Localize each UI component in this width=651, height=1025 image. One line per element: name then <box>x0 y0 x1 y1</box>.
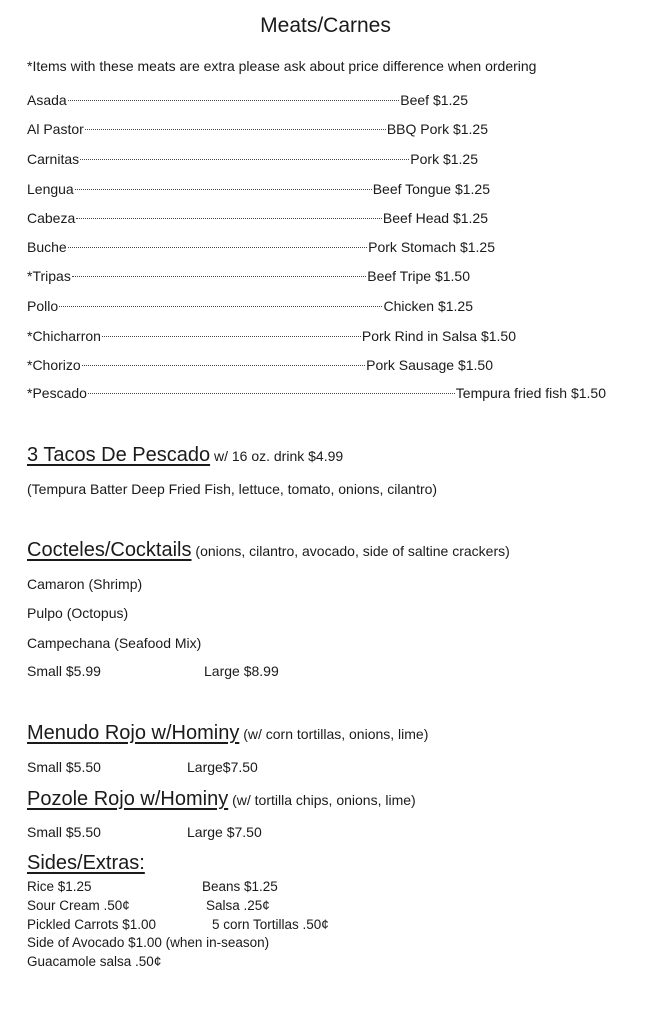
leader-dots <box>85 129 386 130</box>
meat-price: Pork Rind in Salsa $1.50 <box>361 328 516 344</box>
meat-price: Beef Tongue $1.25 <box>372 181 490 197</box>
pozole-large-price: Large $7.50 <box>187 824 262 840</box>
meat-name: *Chicharron <box>27 328 101 344</box>
cocktail-small-price: Small $5.99 <box>27 663 101 679</box>
cocteles-note: (onions, cilantro, avocado, side of saltine crackers) <box>191 543 510 559</box>
meat-row <box>27 328 516 348</box>
leader-dots <box>76 218 382 219</box>
meat-row <box>27 298 473 318</box>
leader-dots <box>59 306 382 307</box>
meat-price: Pork Stomach $1.25 <box>368 239 495 255</box>
pozole-small-price: Small $5.50 <box>27 824 101 840</box>
meat-row <box>27 92 468 112</box>
cocteles-section-heading <box>27 539 510 562</box>
leader-dots <box>72 276 366 277</box>
side-item: Beans $1.25 <box>202 879 278 894</box>
side-item: Salsa .25¢ <box>206 898 270 913</box>
meat-price: Beef Tripe $1.50 <box>367 268 470 284</box>
pozole-note: (w/ tortilla chips, onions, lime) <box>228 792 416 808</box>
cocktail-item: Camaron (Shrimp) <box>27 576 143 592</box>
meat-price: Beef $1.25 <box>400 92 468 108</box>
meat-price: Chicken $1.25 <box>383 298 473 314</box>
meat-row <box>27 151 478 171</box>
side-item: Sour Cream .50¢ <box>27 898 130 913</box>
meat-row <box>27 121 488 141</box>
leader-dots <box>75 189 372 190</box>
meat-name: *Chorizo <box>27 357 81 373</box>
cocktail-item: Campechana (Seafood Mix) <box>27 635 202 651</box>
meat-name: Al Pastor <box>27 121 84 137</box>
side-item: Side of Avocado $1.00 (when in-season) <box>27 935 270 950</box>
leader-dots <box>88 393 455 394</box>
meat-price: Pork $1.25 <box>410 151 478 167</box>
menudo-section-heading <box>27 722 428 745</box>
meat-row <box>27 210 488 230</box>
meat-price: Tempura fried fish $1.50 <box>455 385 606 401</box>
tacos-price-note: w/ 16 oz. drink $4.99 <box>210 448 344 464</box>
meat-name: *Pescado <box>27 385 87 401</box>
tacos-section-heading <box>27 444 343 467</box>
meat-name: *Tripas <box>27 268 71 284</box>
sides-section-heading <box>27 852 145 875</box>
tacos-description: (Tempura Batter Deep Fried Fish, lettuce, tomato, onions, cilantro) <box>27 481 438 497</box>
side-item: Guacamole salsa .50¢ <box>27 954 162 969</box>
leader-dots <box>102 336 361 337</box>
leader-dots <box>68 247 367 248</box>
side-item: Pickled Carrots $1.00 <box>27 917 157 932</box>
meat-name: Asada <box>27 92 67 108</box>
meat-name: Buche <box>27 239 67 255</box>
leader-dots <box>82 365 365 366</box>
meat-row <box>27 239 495 259</box>
pozole-title: Pozole Rojo w/Hominy <box>27 788 229 810</box>
tacos-title: 3 Tacos De Pescado <box>27 444 211 466</box>
extra-charge-note: *Items with these meats are extra please ask about price difference when ordering <box>27 58 537 74</box>
meat-price: Pork Sausage $1.50 <box>366 357 493 373</box>
meat-name: Lengua <box>27 181 74 197</box>
cocktail-large-price: Large $8.99 <box>204 663 279 679</box>
menudo-note: (w/ corn tortillas, onions, lime) <box>239 726 429 742</box>
cocteles-title: Cocteles/Cocktails <box>27 539 192 561</box>
meat-name: Carnitas <box>27 151 80 167</box>
meat-row <box>27 181 490 201</box>
meat-name: Pollo <box>27 298 59 314</box>
side-item: Rice $1.25 <box>27 879 92 894</box>
leader-dots <box>68 100 400 101</box>
cocktail-item: Pulpo (Octopus) <box>27 605 129 621</box>
meat-row <box>27 268 470 288</box>
meat-price: BBQ Pork $1.25 <box>386 121 488 137</box>
page-title: Meats/Carnes <box>260 14 391 37</box>
side-item: 5 corn Tortillas .50¢ <box>212 917 329 932</box>
meat-name: Cabeza <box>27 210 76 226</box>
sides-title: Sides/Extras: <box>27 852 145 874</box>
meat-row <box>27 385 606 405</box>
menudo-title: Menudo Rojo w/Hominy <box>27 722 240 744</box>
menudo-small-price: Small $5.50 <box>27 759 101 775</box>
meat-row <box>27 357 493 377</box>
menudo-large-price: Large$7.50 <box>187 759 258 775</box>
leader-dots <box>80 159 409 160</box>
pozole-section-heading <box>27 788 416 811</box>
meat-price: Beef Head $1.25 <box>382 210 488 226</box>
